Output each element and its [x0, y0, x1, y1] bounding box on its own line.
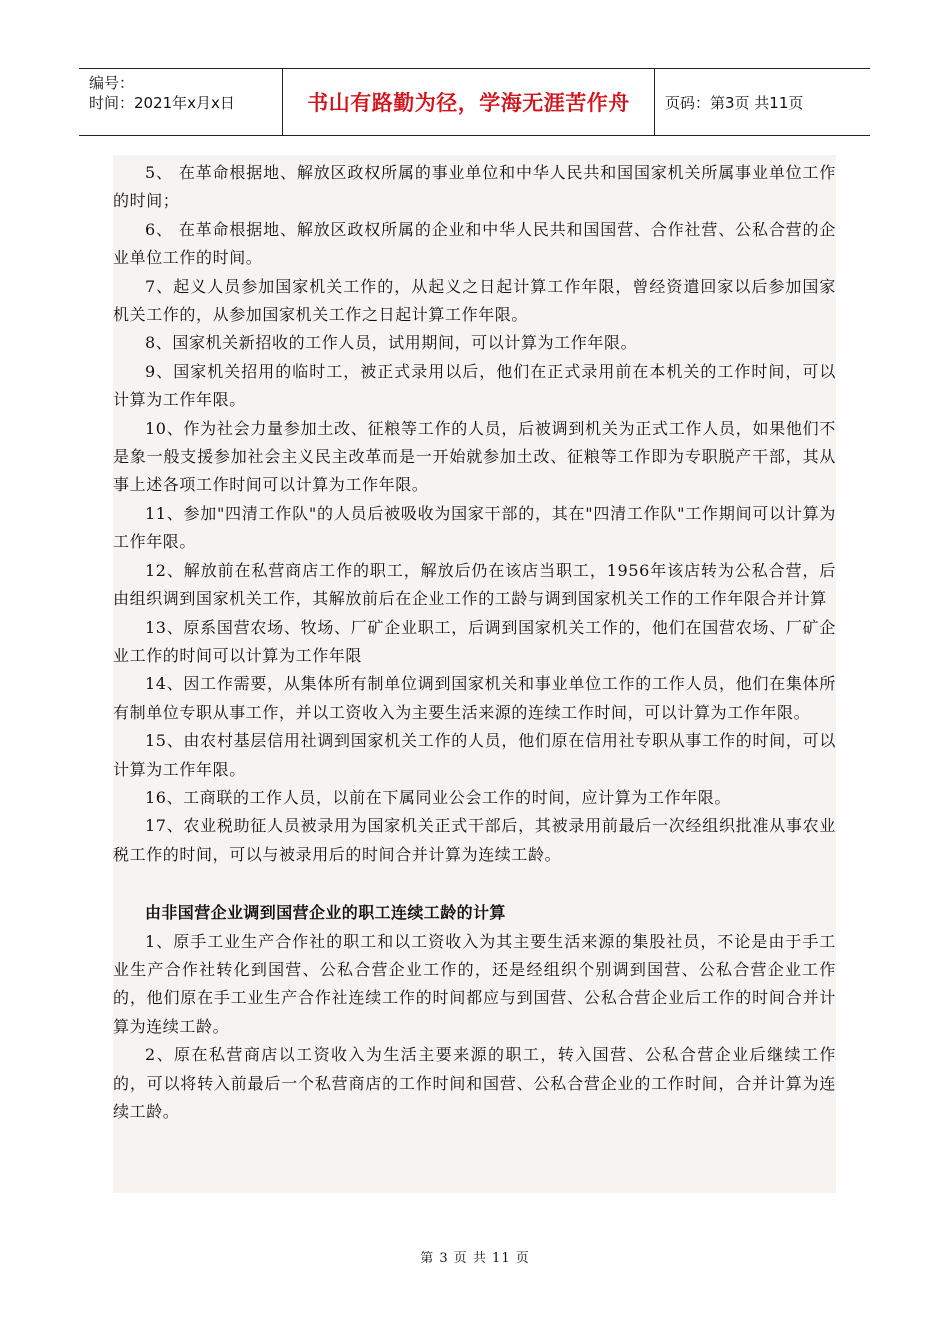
page-header	[79, 68, 870, 136]
paragraph: 12、解放前在私营商店工作的职工，解放后仍在该店当职工，1956年该店转为公私合营，后由组织调到国家机关工作，其解放前后在企业工作的工龄与调到国家机关工作的工作年限合并计算	[113, 560, 836, 609]
paragraph: 10、作为社会力量参加土改、征粮等工作的人员，后被调到机关为正式工作人员，如果他们不是象一般支援参加社会主义民主改革而是一开始就参加土改、征粮等工作即为专职脱产干部，其从事上述各项工作时间可以计算为工作年限。	[113, 418, 836, 495]
paragraph: 17、农业税助征人员被录用为国家机关正式干部后，其被录用前最后一次经组织批准从事农业税工作的时间，可以与被录用后的时间合并计算为连续工龄。	[113, 816, 836, 864]
section-title: 由非国营企业调到国营企业的职工连续工龄的计算	[145, 903, 506, 923]
header-page-label: 页码：第3页 共11页	[665, 93, 804, 112]
document-body	[113, 155, 836, 1193]
paragraph: 13、原系国营农场、牧场、厂矿企业职工，后调到国家机关工作的，他们在国营农场、厂矿企业工作的时间可以计算为工作年限	[113, 617, 836, 665]
paragraph: 15、由农村基层信用社调到国家机关工作的人员，他们原在信用社专职从事工作的时间，可以计算为工作年限。	[113, 731, 836, 779]
document-date-label: 时间：2021年x月x日	[89, 94, 235, 112]
header-motto: 书山有路勤为径，学海无涯苦作舟	[283, 69, 655, 135]
paragraph: 8、国家机关新招收的工作人员，试用期间，可以计算为工作年限。	[145, 333, 638, 353]
paragraph: 16、工商联的工作人员，以前在下属同业公会工作的时间，应计算为工作年限。	[145, 787, 731, 807]
document-number-label: 编号：	[89, 74, 135, 92]
paragraph: 14、因工作需要，从集体所有制单位调到国家机关和事业单位工作的工作人员，他们在集体所有制单位专职从事工作，并以工资收入为主要生活来源的连续工作时间，可以计算为工作年限。	[113, 674, 836, 722]
paragraph: 2、原在私营商店以工资收入为生活主要来源的职工，转入国营、公私合营企业后继续工作的，可以将转入前最后一个私营商店的工作时间和国营、公私合营企业的工作时间，合并计算为连续工龄。	[113, 1045, 836, 1121]
paragraph: 11、参加"四清工作队"的人员后被吸收为国家干部的，其在"四清工作队"工作期间可以计算为工作年限。	[113, 503, 836, 552]
paragraph: 7、起义人员参加国家机关工作的，从起义之日起计算工作年限，曾经资遣回家以后参加国家机关工作的，从参加国家机关工作之日起计算工作年限。	[113, 276, 836, 325]
paragraph: 1、原手工业生产合作社的职工和以工资收入为其主要生活来源的集股社员，不论是由于手工业生产合作社转化到国营、公私合营企业工作的，还是经组织个别调到国营、公私合营企业工作的，他们原在手工业生产合作社连续工作的时间都应与到国营、公私合营企业后工作的时间合并计算为连续工龄。	[113, 931, 836, 1036]
paragraph: 9、国家机关招用的临时工，被正式录用以后，他们在正式录用前在本机关的工作时间，可以计算为工作年限。	[113, 361, 836, 410]
section-spacer	[113, 869, 836, 899]
paragraph: 5、 在革命根据地、解放区政权所属的事业单位和中华人民共和国国家机关所属事业单位工作的时间；	[113, 163, 836, 211]
header-meta-cell	[79, 69, 283, 135]
page-footer: 第 3 页 共 11 页	[420, 1251, 530, 1266]
paragraph: 6、 在革命根据地、解放区政权所属的企业和中华人民共和国国营、合作社营、公私合营的企业单位工作的时间。	[113, 219, 836, 268]
